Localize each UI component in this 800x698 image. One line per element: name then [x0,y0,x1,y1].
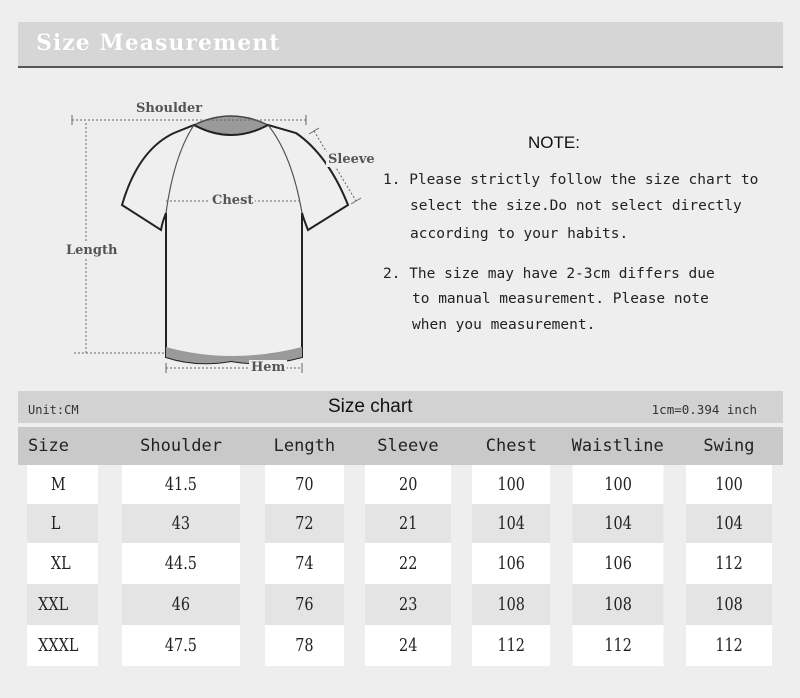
note-line-6: when you measurement. [412,317,596,333]
table-cell: 74 [265,543,344,584]
table-row [18,625,783,666]
table-row [18,543,783,584]
table-cell: 106 [472,543,551,584]
size-cell: M [27,465,98,504]
table-cell: 41.5 [122,465,240,504]
table-cell: 46 [122,584,240,625]
table-cell: 112 [686,543,773,584]
hem-label: Hem [251,360,286,375]
tshirt-outline-icon [66,95,376,385]
table-cell: 72 [265,504,344,543]
note-line-1: 1. Please strictly follow the size chart to [383,172,759,188]
shoulder-label: Shoulder [136,101,203,116]
length-label: Length [66,243,118,258]
unit-label: Unit:CM [28,403,79,417]
column-header: Sleeve [354,427,462,465]
table-cell: 23 [365,584,452,625]
page-title: Size Measurement [36,30,281,56]
size-cell: L [27,504,98,543]
table-cell: 100 [472,465,551,504]
size-chart-header [18,391,783,423]
section-header [18,22,783,68]
size-cell: XXL [27,584,98,625]
table-cell: 100 [686,465,773,504]
column-header: Size [18,427,107,465]
table-cell: 106 [572,543,663,584]
note-title: NOTE: [528,133,580,152]
conversion-label: 1cm=0.394 inch [651,402,757,417]
table-cell: 112 [686,625,773,666]
table-row [18,584,783,625]
note-line-5: to manual measurement. Please note [412,291,709,307]
table-cell: 43 [122,504,240,543]
note-line-4: 2. The size may have 2-3cm differs due [383,266,715,282]
table-cell: 24 [365,625,452,666]
table-cell: 76 [265,584,344,625]
table-cell: 21 [365,504,452,543]
table-cell: 78 [265,625,344,666]
table-cell: 70 [265,465,344,504]
table-header-row [18,427,783,465]
chest-label: Chest [212,193,254,208]
table-cell: 112 [572,625,663,666]
column-header: Swing [675,427,783,465]
table-cell: 104 [686,504,773,543]
note-line-3: according to your habits. [410,226,629,242]
column-header: Waistline [561,427,675,465]
column-header: Length [255,427,354,465]
column-header: Chest [462,427,560,465]
chart-title: Size chart [328,396,413,417]
table-cell: 100 [572,465,663,504]
tshirt-diagram [66,95,376,385]
table-cell: 112 [472,625,551,666]
size-cell: XL [27,543,98,584]
table-row [18,504,783,543]
size-table [18,427,783,666]
table-cell: 108 [572,584,663,625]
sleeve-label: Sleeve [328,152,375,167]
table-cell: 22 [365,543,452,584]
note-line-2: select the size.Do not select directly [410,198,742,214]
table-cell: 20 [365,465,452,504]
table-cell: 44.5 [122,543,240,584]
table-cell: 104 [572,504,663,543]
column-header: Shoulder [107,427,255,465]
table-cell: 47.5 [122,625,240,666]
table-cell: 108 [472,584,551,625]
table-row [18,465,783,504]
table-cell: 108 [686,584,773,625]
size-cell: XXXL [27,625,98,666]
table-cell: 104 [472,504,551,543]
